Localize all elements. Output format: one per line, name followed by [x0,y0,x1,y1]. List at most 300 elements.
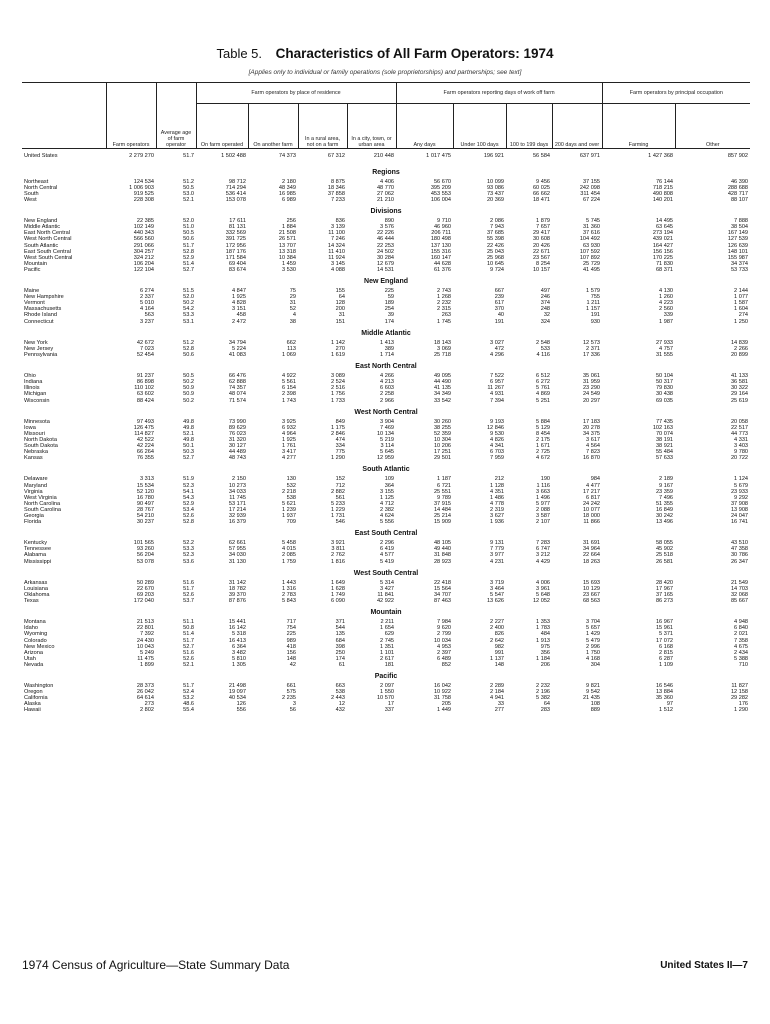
table-cell: 1 229 [331,506,345,513]
table-cell: 6 721 [437,482,452,489]
table-cell: 24 242 [582,500,601,507]
table-cell: 20 058 [730,418,749,425]
table-cell: 33 [497,701,505,708]
table-cell: 2 227 [490,619,505,626]
table-cell: 51.9 [183,476,194,483]
table-cell: 533 [540,345,551,352]
table-cell: 2 472 [232,318,246,325]
table-cell: 2 088 [536,506,551,513]
table-cell: 4 223 [659,300,674,307]
table-cell: 10 099 [486,178,505,185]
table-cell: 87 463 [433,598,452,605]
table-cell: 50.6 [183,351,194,358]
table-row [22,707,750,713]
table-cell: 2 289 [490,683,505,690]
row-label: Mountain [24,260,48,267]
table-cell: 25 729 [582,260,601,267]
table-cell: 14 324 [327,242,345,249]
table-cell: 52.3 [183,552,194,559]
table-cell: 1 268 [437,294,452,301]
table-cell: 288 688 [727,184,749,191]
header-rural-area: In a rural area, not on a farm [298,104,347,149]
table-cell: 2 189 [659,476,674,483]
table-cell: 16 546 [655,683,674,690]
table-cell: 30 237 [136,519,154,526]
table-cell: 50 289 [136,579,154,586]
table-cell: 34 349 [433,391,452,398]
table-cell: 662 [286,339,296,346]
table-cell: 418 [286,643,296,650]
table-cell: 16 042 [433,683,452,690]
header-other: Other [675,104,750,149]
table-cell: 5 251 [536,397,551,404]
table-cell: 5 810 [232,655,246,662]
table-cell: 556 [236,707,246,714]
table-cell: 52.9 [183,254,194,261]
table-cell: 34 030 [228,552,246,559]
table-cell: 22 670 [136,585,154,592]
table-cell: 4 266 [380,373,395,380]
table-cell: 4 826 [490,436,505,443]
table-cell: 88 107 [730,196,749,203]
row-label: New Mexico [24,643,55,650]
table-cell: 55 398 [486,236,505,243]
table-cell: 2 315 [437,306,452,313]
table-cell: 7 358 [734,637,749,644]
table-cell: 171 584 [225,254,246,261]
table-subtitle: [Applies only to individual or family operations (sole proprietorships) and partnerships; see text] [248,69,522,76]
table-cell: 339 [663,312,674,319]
table-cell: 35 061 [582,373,601,380]
table-cell: 48 349 [278,184,296,191]
table-cell: 16 870 [582,455,601,462]
section-title: West South Central [353,569,419,577]
table-cell: 20 899 [730,351,749,358]
row-label: Nevada [24,661,44,668]
table-cell: 1 671 [536,443,551,450]
row-label: Missouri [24,430,45,437]
table-cell: 106 004 [430,196,452,203]
table-cell: 1 175 [331,424,345,431]
table-cell: 17 251 [433,449,452,456]
table-cell: 12 679 [376,260,395,267]
table-cell: 3 663 [536,488,551,495]
table-cell: 3 139 [331,224,345,231]
table-cell: 3 811 [331,546,345,553]
table-cell: 13 884 [655,689,674,696]
row-label: North Carolina [24,500,61,507]
table-cell: 66 476 [228,373,246,380]
table-cell: 2 196 [536,689,551,696]
table-cell: 12 846 [486,424,505,431]
table-cell: 102 163 [652,424,674,431]
table-cell: 3 [292,701,296,708]
row-label: South [24,190,39,197]
table-cell: 291 066 [133,242,154,249]
section-title: Middle Atlantic [361,329,411,337]
table-cell: 472 [494,345,505,352]
header-group-residence: Farm operators by place of residence [196,83,396,104]
table-cell: 4 847 [232,288,246,295]
table-cell: 20 278 [582,424,601,431]
total-row [22,148,750,164]
table-cell: 4 341 [490,443,505,450]
table-cell: 4 331 [734,436,749,443]
table-number: Table 5. [216,46,263,61]
row-label: Indiana [24,379,43,386]
table-cell: 31 360 [582,224,601,231]
table-cell: 52.0 [183,218,194,225]
table-cell: 31 [289,300,296,307]
table-cell: 7 283 [536,540,551,547]
table-cell: 38 [289,318,296,325]
table-cell: 4 [292,312,296,319]
table-cell: 4 351 [490,488,505,495]
table-cell: 18 471 [532,196,551,203]
table-cell: 160 147 [430,254,452,261]
table-cell: 29 164 [730,391,749,398]
table-cell: 76 355 [136,455,154,462]
table-cell: 17 611 [229,218,246,225]
table-cell: 50.1 [183,443,194,450]
table-cell: 775 [335,449,345,456]
table-cell: 32 068 [730,591,749,598]
table-cell: 2 150 [232,476,246,483]
table-cell: 428 717 [727,190,749,197]
table-cell: 49.8 [183,436,194,443]
table-cell: 51.2 [183,339,194,346]
table-cell: 50 104 [655,373,674,380]
table-cell: 1 157 [586,306,601,313]
row-label: Delaware [24,476,48,483]
table-cell: 1 899 [140,661,154,668]
table-cell: 18 000 [582,513,601,519]
table-cell: 9 530 [490,430,505,437]
table-cell: 395 209 [430,184,452,191]
table-cell: 37 908 [730,500,749,507]
table-cell: 127 539 [727,236,749,243]
table-cell: 2 882 [331,488,345,495]
table-cell: 44 490 [433,379,452,386]
table-cell: 56 [289,707,296,714]
table-cell: 8 875 [331,178,345,185]
table-cell: 73 437 [486,190,505,197]
table-cell: 12 052 [532,598,551,605]
table-cell: 52 120 [136,488,154,495]
row-label: Hawaii [24,707,41,714]
table-cell: 3 417 [282,449,296,456]
table-cell: 1 142 [331,339,345,346]
table-cell: 4 941 [490,695,505,702]
table-cell: 42 224 [136,443,154,450]
table-cell: 17 072 [655,637,674,644]
table-cell: 544 [335,625,345,632]
table-cell: 53 171 [228,500,246,507]
table-cell: 225 [384,288,395,295]
table-cell: 34 374 [730,260,749,267]
table-cell: 2 846 [331,430,345,437]
table-cell: 21 508 [278,230,296,237]
table-cell: 61 376 [433,266,452,273]
table-cell: 170 225 [652,254,674,261]
table-cell: 10 043 [136,643,154,650]
table-cell: 17 214 [228,506,246,513]
table-cell: 49 095 [433,373,452,380]
table-cell: 5 233 [331,500,345,507]
table-cell: 364 [384,482,395,489]
table-cell: 50.2 [183,300,194,307]
table-cell: 9 724 [490,266,505,273]
section-header-row [22,273,750,288]
table-cell: 11 841 [377,591,395,598]
table-cell: 52.7 [183,455,194,462]
table-cell: 2 097 [380,683,395,690]
table-cell: 3 627 [490,513,505,519]
table-cell: 135 [335,631,345,638]
table-cell: 37 915 [433,500,452,507]
table-cell: 718 215 [652,184,674,191]
table-cell: 16 379 [228,519,246,526]
table-cell: 1 745 [437,318,452,325]
table-cell: 22 385 [136,218,154,225]
table-cell: 1 124 [734,476,749,483]
section-header-row [22,604,750,619]
table-cell: 3 925 [282,418,296,425]
table-cell: 63 930 [582,242,601,249]
table-cell: 9 292 [734,494,749,501]
row-label: Northeast [24,178,49,185]
table-cell: 41 083 [228,351,246,358]
table-cell: 37 165 [655,591,674,598]
table-cell: 5 219 [380,436,395,443]
table-cell: 490 808 [652,190,674,197]
table-cell: 22 801 [136,625,154,632]
table-cell: 930 [590,318,601,325]
section-title: Pacific [374,672,398,680]
table-cell: 21 210 [376,196,395,203]
table-cell: 4 015 [282,546,296,553]
table-cell: 89 629 [228,424,246,431]
table-cell: 23 290 [582,385,601,392]
section-title: Regions [372,168,400,176]
table-cell: 1 351 [380,643,395,650]
table-cell: 14 484 [433,506,452,513]
table-cell: 52 [289,306,296,313]
row-label: Illinois [24,385,40,392]
table-cell: 710 [738,661,749,668]
table-cell: 3 482 [232,649,246,656]
table-cell: 1 987 [659,318,674,325]
table-cell: 8 254 [536,260,551,267]
header-on-farm: On farm operated [196,104,248,149]
table-cell: 42 672 [136,339,154,346]
table-cell: 53.6 [183,558,194,565]
row-label: Maine [24,288,40,295]
table-cell: 398 [335,643,345,650]
row-label: South Atlantic [24,242,59,249]
header-on-another-farm: On another farm [248,104,298,149]
table-cell: 21 513 [136,619,154,626]
table-cell: 250 [335,649,345,656]
table-cell: 53 078 [136,558,154,565]
table-cell: 21 435 [582,695,601,702]
table-cell: 10 077 [582,506,601,513]
table-cell: 4 130 [659,288,674,295]
table-cell: 5 318 [232,631,246,638]
table-cell: 24 047 [730,513,749,519]
table-cell: 42 922 [376,598,395,605]
table-cell: 2 799 [437,631,452,638]
table-cell: 270 [335,345,345,352]
table-cell: 1 449 [437,707,452,714]
row-label: Virginia [24,488,43,495]
row-label: Maryland [24,482,48,489]
table-body [22,148,750,714]
table-cell: 64 [543,701,551,708]
row-label: Colorado [24,637,47,644]
table-cell: 709 [286,519,296,526]
table-cell: 2 296 [380,540,395,547]
table-cell: 152 [335,476,345,483]
table-cell: 3 237 [140,318,154,325]
table-cell: 196 921 [483,152,505,159]
table-cell: 5 648 [536,591,551,598]
table-cell: 6 272 [536,379,551,386]
table-cell: 11 267 [487,385,505,392]
table-cell: 667 [494,288,505,295]
table-cell: 3 921 [331,540,345,547]
table-cell: 6 154 [282,385,296,392]
table-cell: 248 [540,306,551,313]
table-cell: 919 525 [133,190,154,197]
table-cell: 52 359 [433,430,452,437]
table-cell: 66 662 [532,190,551,197]
table-cell: 4 757 [659,345,674,352]
table-cell: 1 925 [232,294,246,301]
table-cell: 52.8 [183,519,194,526]
table-cell: 31 142 [228,579,246,586]
table-cell: 17 183 [582,418,601,425]
row-label: Arizona [24,649,43,656]
table-cell: 12 959 [376,455,395,462]
table-cell: 51.7 [183,585,194,592]
table-cell: 1 109 [659,661,674,668]
table-cell: 50.9 [183,385,194,392]
table-cell: 206 711 [431,230,452,237]
row-label: Mississippi [24,558,52,565]
table-cell: 40 534 [228,695,246,702]
table-cell: 34 794 [228,339,246,346]
table-cell: 1 260 [659,294,674,301]
table-cell: 51.4 [183,631,194,638]
table-cell: 52.6 [183,655,194,662]
table-cell: 9 456 [536,178,551,185]
table-cell: 4 477 [586,482,601,489]
table-cell: 1 443 [282,579,296,586]
table-cell: 13 496 [655,519,674,526]
table-cell: 9 131 [490,540,505,547]
table-cell: 52.9 [183,500,194,507]
table-cell: 124 534 [133,178,154,185]
table-cell: 5 479 [586,637,601,644]
table-cell: 6 957 [490,379,505,386]
table-cell: 64 [338,294,345,301]
table-cell: 3 027 [490,339,505,346]
table-cell: 51.2 [183,178,194,185]
table-cell: 7 394 [490,397,505,404]
table-cell: 41 135 [433,385,452,392]
table-cell: 2 398 [282,391,296,398]
table-cell: 16 967 [655,619,674,626]
table-cell: 15 909 [433,519,452,526]
table-cell: 27 933 [655,339,674,346]
table-cell: 30 284 [376,254,395,261]
table-cell: 4 712 [380,500,395,507]
table-cell: 42 522 [136,436,154,443]
table-cell: 29 501 [433,455,452,462]
row-label: Idaho [24,625,38,632]
table-cell: 9 542 [586,689,601,696]
table-cell: 59 [387,294,395,301]
table-cell: 32 939 [228,513,246,519]
table-cell: 16 849 [655,506,674,513]
table-cell: 7 233 [331,196,345,203]
table-cell: 9 821 [586,683,601,690]
row-label: New Hampshire [24,294,64,301]
table-cell: 371 [335,619,345,626]
table-cell: 256 [286,218,296,225]
table-cell: 16 413 [228,637,246,644]
row-label: United States [24,152,58,159]
table-cell: 274 [738,312,749,319]
table-cell: 31 691 [582,540,601,547]
table-cell: 9 193 [490,418,505,425]
table-cell: 277 [494,707,505,714]
footer-page-number: United States II—7 [660,960,748,971]
table-cell: 6 840 [734,625,749,632]
table-title [0,46,770,61]
table-cell: 126 639 [727,242,749,249]
table-cell: 2 443 [331,695,345,702]
table-cell: 538 [335,689,345,696]
table-cell: 46 444 [376,236,395,243]
table-cell: 51.7 [183,152,194,159]
table-cell: 324 [540,318,551,325]
table-cell: 4 778 [490,500,505,507]
table-cell: 2 400 [490,625,505,632]
table-cell: 85 667 [730,598,749,605]
table-cell: 1 239 [282,506,296,513]
table-cell: 13 908 [730,506,749,513]
section-header-row [22,565,750,580]
table-cell: 7 943 [490,224,505,231]
table-cell: 46 390 [730,178,749,185]
table-cell: 155 316 [430,248,452,255]
table-cell: 1 925 [282,436,296,443]
table-cell: 1 486 [490,494,505,501]
table-cell: 29 [289,294,296,301]
table-cell: 4 296 [490,351,505,358]
table-cell: 332 569 [225,230,246,237]
table-cell: 113 [287,345,296,352]
table-cell: 2 966 [380,397,395,404]
row-label: Connecticut [24,318,54,325]
row-label: Kentucky [24,540,48,547]
row-label: Michigan [24,391,47,398]
table-cell: 1 937 [282,513,296,519]
table-cell: 63 602 [136,391,154,398]
table-cell: 225 [286,631,296,638]
